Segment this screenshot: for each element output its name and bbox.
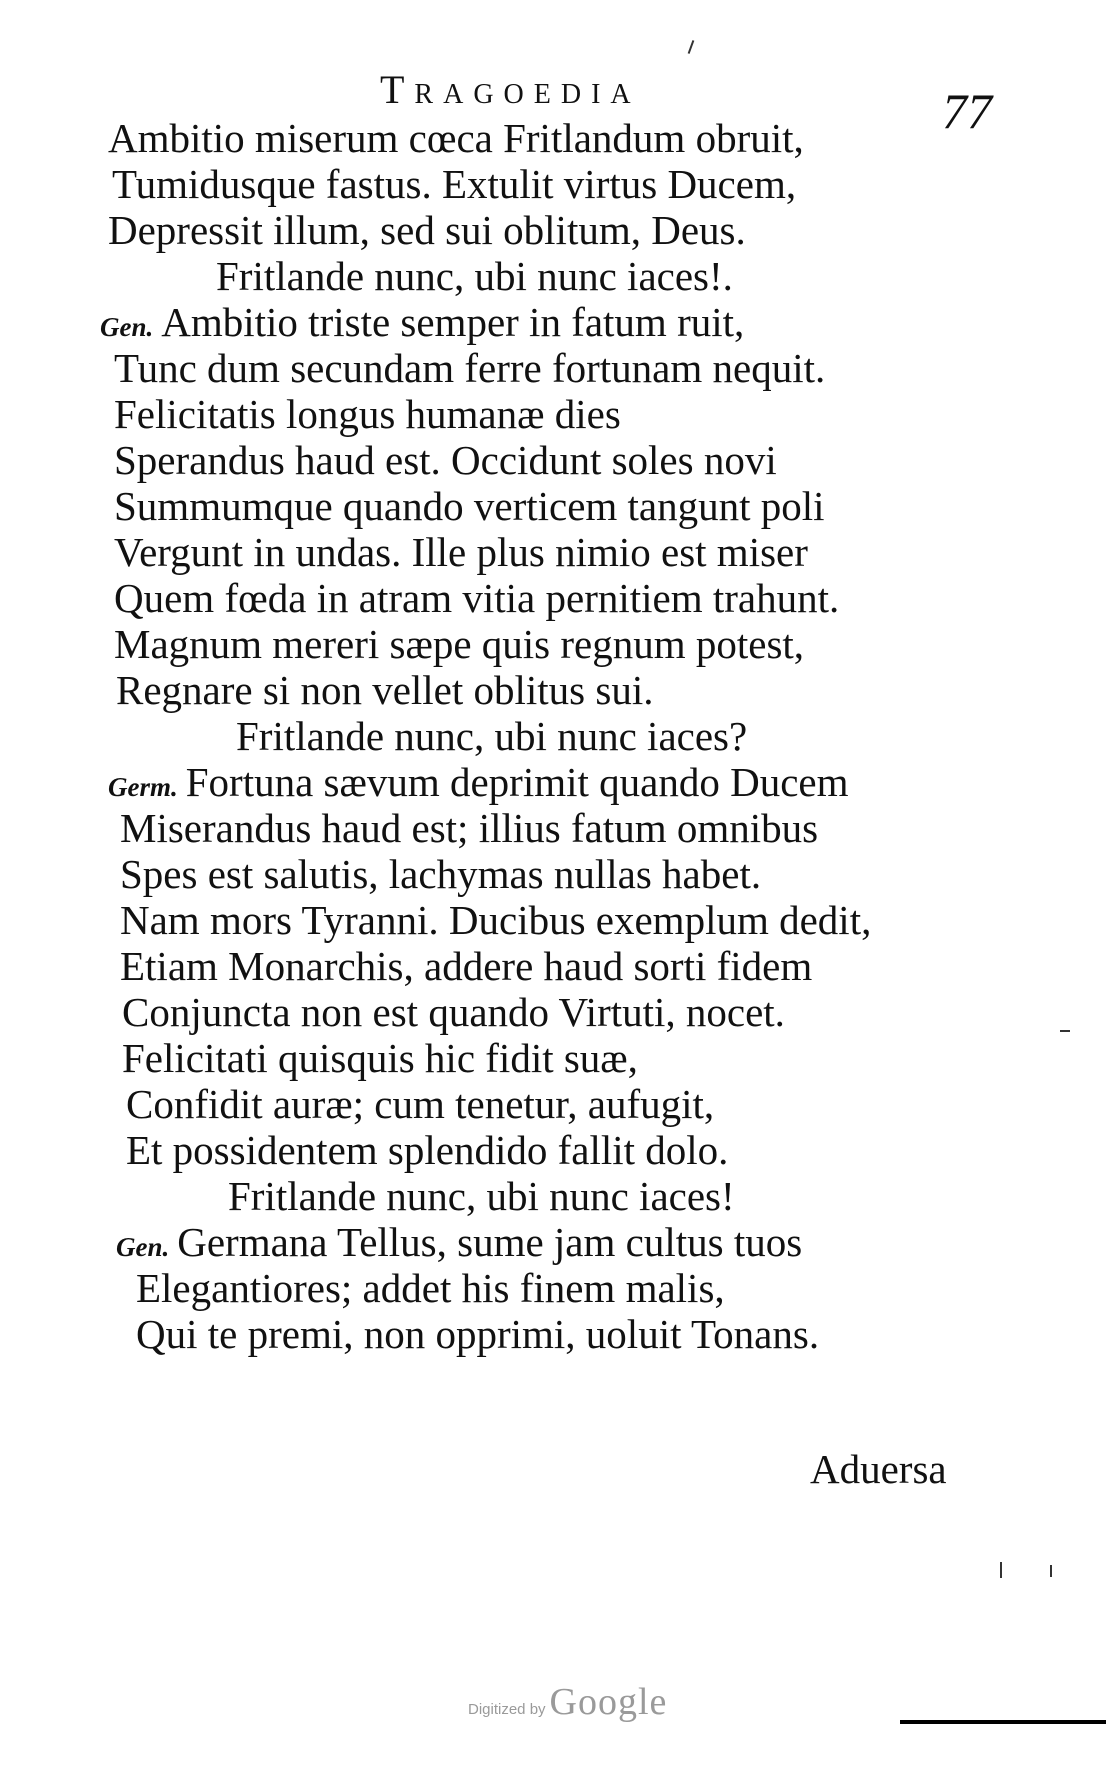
- verse-text: Magnum mereri sæpe quis regnum potest,: [114, 621, 805, 667]
- verse-line: [106, 618, 804, 670]
- verse-text: Etiam Monarchis, addere haud sorti fidem: [120, 943, 813, 989]
- verse-line: [106, 342, 825, 394]
- verse-text: Felicitati quisquis hic fidit suæ,: [122, 1035, 638, 1081]
- speaker-label: Gen.: [116, 1232, 170, 1262]
- verse-line: [112, 894, 871, 946]
- verse-text: Fortuna sævum deprimit quando Ducem: [185, 759, 849, 805]
- verse-text: Elegantiores; addet his finem malis,: [136, 1265, 725, 1311]
- verse-line: [114, 1032, 638, 1084]
- verse-text: Nam mors Tyranni. Ducibus exemplum dedit,: [120, 897, 872, 943]
- verse-line: [128, 1262, 725, 1314]
- refrain-line: [220, 1170, 735, 1222]
- verse-line: [100, 112, 804, 164]
- verse-line: [118, 1078, 714, 1130]
- verse-line: [118, 1124, 728, 1176]
- verse-line: [108, 664, 653, 716]
- verse-text: Quem fœda in atram vitia pernitiem trahunt.: [114, 575, 840, 621]
- scan-speck: [1060, 1030, 1070, 1032]
- verse-line: [106, 388, 621, 440]
- verse-text: Felicitatis longus humanæ dies: [114, 391, 621, 437]
- scan-speck: [1000, 1562, 1002, 1578]
- catchword: Aduersa: [810, 1446, 947, 1492]
- verse-text: Ambitio miserum cœca Fritlandum obruit,: [108, 115, 804, 161]
- verse-line: [106, 434, 777, 486]
- verse-line: [112, 802, 818, 854]
- verse-text: Regnare si non vellet oblitus sui.: [116, 667, 654, 713]
- verse-text: Conjuncta non est quando Virtuti, nocet.: [122, 989, 785, 1035]
- verse-line: [106, 480, 825, 532]
- verse-text: Tumidusque fastus. Extulit virtus Ducem,: [112, 161, 797, 207]
- running-title: Tragoedia: [380, 67, 641, 112]
- verse-line: [116, 1216, 802, 1268]
- refrain-line: [208, 250, 733, 302]
- verse-line: [112, 940, 812, 992]
- verse-line: [100, 296, 744, 348]
- verse-line: [112, 848, 761, 900]
- verse-text: Fritlande nunc, ubi nunc iaces?: [236, 713, 748, 759]
- verse-text: Depressit illum, sed sui oblitum, Deus.: [108, 207, 746, 253]
- watermark-prefix: Digitized by: [468, 1701, 546, 1718]
- watermark-logo: Google: [549, 1681, 668, 1723]
- verse-text: Summumque quando verticem tangunt poli: [114, 483, 825, 529]
- scan-speck: [688, 40, 695, 54]
- verse-text: Sperandus haud est. Occidunt soles novi: [114, 437, 777, 483]
- verse-text: Spes est salutis, lachymas nullas habet.: [120, 851, 762, 897]
- scan-speck: [1050, 1565, 1052, 1577]
- verse-text: Germana Tellus, sume jam cultus tuos: [177, 1219, 803, 1265]
- page-number: 77: [942, 83, 992, 139]
- verse-line: [106, 572, 839, 624]
- verse-text: Tunc dum secundam ferre fortunam nequit.: [114, 345, 826, 391]
- verse-text: Fritlande nunc, ubi nunc iaces!.: [216, 253, 733, 299]
- verse-text: Vergunt in undas. Ille plus nimio est miser: [114, 529, 808, 575]
- refrain-line: [228, 710, 747, 762]
- verse-text: Ambitio triste semper in fatum ruit,: [161, 299, 745, 345]
- verse-line: [108, 756, 849, 808]
- digitization-watermark: [468, 1680, 667, 1724]
- verse-line: [106, 526, 808, 578]
- scan-speck: [900, 1720, 1106, 1724]
- verse-line: [104, 158, 796, 210]
- verse-line: [100, 204, 746, 256]
- verse-text: Confidit auræ; cum tenetur, aufugit,: [126, 1081, 715, 1127]
- verse-text: Fritlande nunc, ubi nunc iaces!: [228, 1173, 735, 1219]
- speaker-label: Germ.: [108, 772, 178, 802]
- verse-text: Qui te premi, non opprimi, uoluit Tonans.: [136, 1311, 820, 1357]
- verse-text: Et possidentem splendido fallit dolo.: [126, 1127, 729, 1173]
- verse-line: [128, 1308, 819, 1360]
- verse-text: Miserandus haud est; illius fatum omnibus: [120, 805, 819, 851]
- speaker-label: Gen.: [100, 312, 154, 342]
- verse-line: [114, 986, 785, 1038]
